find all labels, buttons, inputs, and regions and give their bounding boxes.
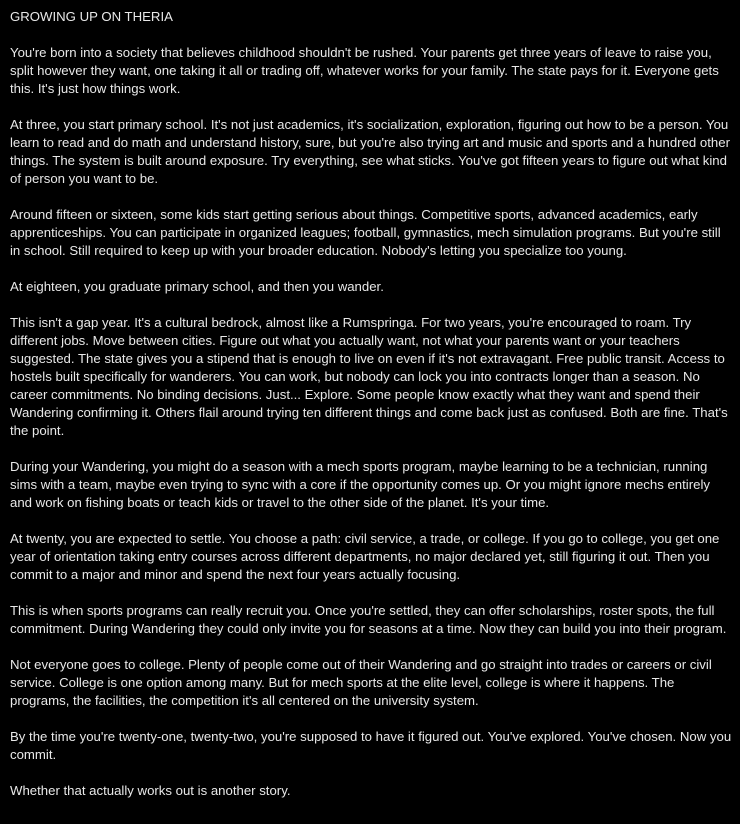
- paragraph-recruiting: This is when sports programs can really recruit you. Once you're settled, they can offer scholarships, roster spots, the full commitment. During Wandering they could only invite you for seasons at a time. Now they can build you into their program.: [10, 603, 727, 636]
- paragraph-college-options: Not everyone goes to college. Plenty of people come out of their Wandering and go straight into trades or careers or civil service. College is one option among many. But for mech sports at the elite level, college is where it happens. The programs, the facilities, the competition it's all centered on the university system.: [10, 657, 712, 708]
- paragraph-commitment: By the time you're twenty-one, twenty-two, you're supposed to have it figured out. You've explored. You've chosen. Now you commit.: [10, 729, 732, 762]
- document-title: GROWING UP ON THERIA: [10, 9, 173, 24]
- paragraph-graduation: At eighteen, you graduate primary school, and then you wander.: [10, 279, 384, 294]
- paragraph-wandering: This isn't a gap year. It's a cultural bedrock, almost like a Rumspringa. For two years, you're encouraged to roam. Try different jobs. Move between cities. Figure out what you actually want, not what your parents want or your teachers suggested. The state gives you a stipend that is enough to live on even if it's not extravagant. Free public transit. Access to hostels built specifically for wanderers. You can work, but nobody can lock you into contracts longer than a season. No career commitments. No binding decisions. Just... Explore. Some people know exactly what they want and spend their Wandering confirming it. Others flail around trying ten different things and come back just as confused. Both are fine. That's the point.: [10, 315, 728, 438]
- paragraph-settling: At twenty, you are expected to settle. You choose a path: civil service, a trade, or college. If you go to college, you get one year of orientation taking entry courses across different departments, no major declared yet, still figuring it out. Then you commit to a major and minor and spend the next four years actually focusing.: [10, 531, 720, 582]
- document-body: [10, 8, 732, 818]
- paragraph-childhood: You're born into a society that believes childhood shouldn't be rushed. Your parents get three years of leave to raise you, split however they want, one taking it all or trading off, whatever works for your family. The state pays for it. Everyone gets this. It's just how things work.: [10, 45, 719, 96]
- paragraph-wandering-mech: During your Wandering, you might do a season with a mech sports program, maybe learning to be a technician, running sims with a team, maybe even trying to sync with a core if the opportunity comes up. Or you might ignore mechs entirely and work on fishing boats or teach kids or travel to the other side of the planet. It's your time.: [10, 459, 710, 510]
- paragraph-teen-years: Around fifteen or sixteen, some kids start getting serious about things. Competitive sports, advanced academics, early apprenticeships. You can participate in organized leagues; football, gymnastics, mech simulation programs. But you're still in school. Still required to keep up with your broader education. Nobody's letting you specialize too young.: [10, 207, 721, 258]
- paragraph-primary-school: At three, you start primary school. It's not just academics, it's socialization, exploration, figuring out how to be a person. You learn to read and do math and understand history, sure, but you're also trying art and music and sports and a hundred other things. The system is built around exposure. Try everything, see what sticks. You've got fifteen years to figure out what kind of person you want to be.: [10, 117, 730, 186]
- paragraph-closing: Whether that actually works out is another story.: [10, 783, 291, 798]
